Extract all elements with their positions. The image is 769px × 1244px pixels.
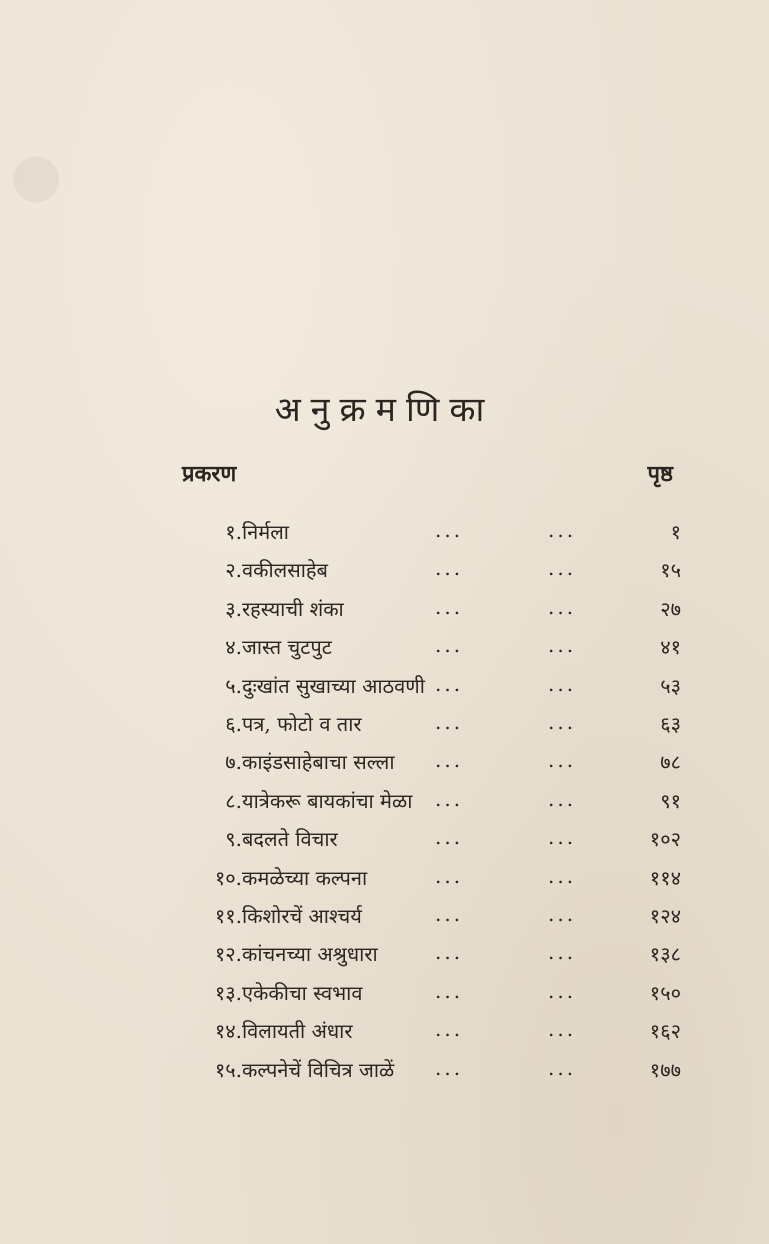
toc-row	[0, 825, 769, 859]
chapter-number: ८.	[225, 788, 242, 813]
chapter-number: १.	[225, 520, 242, 544]
page-number: ५३	[660, 673, 681, 698]
chapter-column-header: प्रकरण	[182, 461, 237, 487]
chapter-number: १०.	[214, 865, 242, 890]
chapter-number: ६.	[225, 712, 242, 736]
leader-dots: ...	[548, 1017, 577, 1042]
chapter-number: १४.	[214, 1019, 242, 1044]
leader-dots: ...	[435, 518, 464, 542]
leader-dots: ...	[435, 556, 464, 581]
toc-row	[0, 633, 769, 667]
leader-dots: ...	[435, 978, 464, 1003]
leader-dots: ...	[435, 1017, 464, 1042]
chapter-title: किशोरचें आश्चर्य	[242, 904, 362, 928]
chapter-number: ९.	[225, 827, 242, 852]
leader-dots: ...	[548, 633, 577, 658]
chapter-number: १२.	[214, 942, 242, 967]
toc-row	[0, 1017, 769, 1051]
page-number: १३८	[649, 942, 681, 967]
leader-dots: ...	[435, 710, 464, 734]
leader-dots: ...	[435, 748, 464, 773]
toc-row	[0, 710, 769, 744]
page-number: ९१	[660, 788, 681, 813]
chapter-title: कल्पनेचें विचित्र जाळें	[242, 1057, 395, 1082]
chapter-number: ५.	[225, 673, 242, 698]
page-number: १५०	[649, 980, 681, 1005]
toc-row	[0, 556, 769, 590]
leader-dots: ...	[435, 1055, 464, 1080]
toc-row	[0, 940, 769, 974]
page-number: १०२	[649, 827, 681, 852]
leader-dots: ...	[548, 594, 577, 619]
leader-dots: ...	[435, 786, 464, 811]
chapter-title: काइंडसाहेबाचा सल्ला	[242, 750, 395, 775]
leader-dots: ...	[548, 1055, 577, 1080]
leader-dots: ...	[548, 825, 577, 850]
toc-row	[0, 672, 769, 706]
toc-row	[0, 518, 769, 552]
chapter-title: दुःखांत सुखाच्या आठवणी	[242, 673, 425, 698]
leader-dots: ...	[548, 786, 577, 811]
toc-row	[0, 864, 769, 898]
page-number: ६३	[660, 712, 681, 736]
chapter-number: ७.	[225, 750, 242, 775]
leader-dots: ...	[548, 902, 577, 926]
page-number: १७७	[649, 1057, 681, 1082]
leader-dots: ...	[435, 633, 464, 658]
chapter-title: एकेकीचा स्वभाव	[242, 980, 363, 1005]
page-number: १५	[660, 558, 681, 583]
leader-dots: ...	[548, 556, 577, 581]
chapter-title: यात्रेकरू बायकांचा मेळा	[242, 788, 413, 813]
leader-dots: ...	[435, 940, 464, 965]
leader-dots: ...	[548, 518, 577, 542]
chapter-number: १५.	[214, 1057, 242, 1082]
chapter-title: रहस्याची शंका	[242, 596, 344, 621]
toc-row	[0, 787, 769, 821]
leader-dots: ...	[548, 748, 577, 773]
toc-row	[0, 902, 769, 936]
leader-dots: ...	[435, 863, 464, 888]
leader-dots: ...	[548, 863, 577, 888]
page-number: ७८	[660, 750, 681, 775]
chapter-title: वकीलसाहेब	[242, 558, 328, 583]
chapter-title: कांचनच्या अश्रुधारा	[242, 942, 378, 967]
page-number: १६२	[649, 1019, 681, 1044]
chapter-title: निर्मला	[242, 520, 289, 544]
chapter-title: बदलते विचार	[242, 827, 338, 852]
page-number: २७	[660, 596, 681, 621]
leader-dots: ...	[435, 594, 464, 619]
chapter-number: २.	[225, 558, 242, 583]
leader-dots: ...	[435, 902, 464, 926]
leader-dots: ...	[548, 978, 577, 1003]
leader-dots: ...	[548, 940, 577, 965]
toc-row	[0, 1056, 769, 1090]
chapter-title: जास्त चुटपुट	[242, 635, 332, 660]
page-number: १२४	[649, 904, 681, 928]
leader-dots: ...	[548, 671, 577, 696]
chapter-title: पत्र, फोटो व तार	[242, 712, 362, 736]
chapter-number: ४.	[225, 635, 242, 660]
toc-row	[0, 748, 769, 782]
leader-dots: ...	[435, 825, 464, 850]
chapter-number: ११.	[214, 904, 242, 928]
chapter-title: विलायती अंधार	[242, 1019, 353, 1044]
toc-row	[0, 979, 769, 1013]
page-number: ४१	[660, 635, 681, 660]
leader-dots: ...	[548, 710, 577, 734]
chapter-number: ३.	[225, 596, 242, 621]
page-title: अनुक्रमणिका	[274, 390, 495, 430]
page-number: १	[670, 520, 681, 544]
bleed-through-shadow: ●	[10, 140, 63, 210]
leader-dots: ...	[435, 671, 464, 696]
page-column-header: पृष्ठ	[647, 461, 673, 487]
chapter-title: कमळेच्या कल्पना	[242, 865, 368, 890]
toc-row	[0, 595, 769, 629]
page-number: ११४	[649, 865, 681, 890]
chapter-number: १३.	[214, 980, 242, 1005]
